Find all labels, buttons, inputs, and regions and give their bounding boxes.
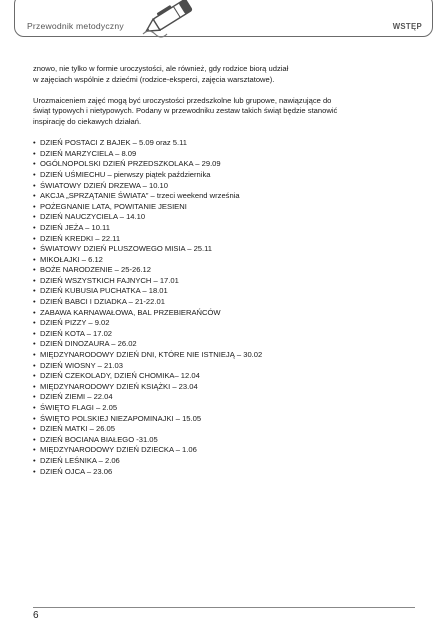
- event-label: DZIEŃ MATKI – 26.05: [40, 424, 115, 434]
- event-list-item: [33, 138, 415, 149]
- event-list-item: [33, 159, 415, 170]
- bullet-icon: •: [33, 180, 36, 190]
- paragraph-line: w zajęciach wspólnie z dziećmi (rodzice-eksperci, zajęcia warsztatowe).: [33, 74, 275, 84]
- event-label: MIĘDZYNARODOWY DZIEŃ DZIECKA – 1.06: [40, 445, 197, 455]
- bullet-icon: •: [33, 328, 36, 338]
- page-header: [14, 0, 433, 37]
- event-label: DZIEŃ JEŻA – 10.11: [40, 222, 110, 232]
- bullet-icon: •: [33, 455, 36, 465]
- event-label: ŚWIATOWY DZIEŃ DRZEWA – 10.10: [40, 180, 168, 190]
- event-label: DZIEŃ LEŚNIKA – 2.06: [40, 455, 120, 465]
- event-list-item: [33, 276, 415, 287]
- bullet-icon: •: [33, 339, 36, 349]
- event-list-item: [33, 350, 415, 361]
- bullet-icon: •: [33, 233, 36, 243]
- event-list-item: [33, 149, 415, 160]
- event-list-item: [33, 265, 415, 276]
- event-list-item: [33, 202, 415, 213]
- event-label: DZIEŃ NAUCZYCIELA – 14.10: [40, 212, 146, 222]
- event-list-item: [33, 371, 415, 382]
- event-label: ZABAWA KARNAWAŁOWA, BAL PRZEBIERAŃCÓW: [40, 307, 221, 317]
- event-list-item: [33, 308, 415, 319]
- event-label: DZIEŃ BOCIANA BIAŁEGO -31.05: [40, 434, 158, 444]
- event-list-item: [33, 255, 415, 266]
- event-list-item: [33, 234, 415, 245]
- header-title: Przewodnik metodyczny: [27, 21, 124, 31]
- events-list: [33, 138, 415, 477]
- event-label: DZIEŃ PIZZY – 9.02: [40, 318, 110, 328]
- footer-divider: [33, 607, 415, 608]
- event-label: DZIEŃ CZEKOLADY, DZIEŃ CHOMIKA– 12.04: [40, 371, 200, 381]
- paragraph-inspiration: [33, 96, 415, 128]
- event-list-item: [33, 467, 415, 478]
- event-label: AKCJA „SPRZĄTANIE ŚWIATA” – trzeci weekend września: [40, 191, 240, 201]
- event-list-item: [33, 329, 415, 340]
- page-number: 6: [33, 610, 39, 621]
- event-label: DZIEŃ UŚMIECHU – pierwszy piątek października: [40, 169, 211, 179]
- bullet-icon: •: [33, 318, 36, 328]
- bullet-icon: •: [33, 286, 36, 296]
- event-label: ŚWIĘTO POLSKIEJ NIEZAPOMINAJKI – 15.05: [40, 413, 202, 423]
- event-label: DZIEŃ BABCI I DZIADKA – 21-22.01: [40, 297, 165, 307]
- bullet-icon: •: [33, 424, 36, 434]
- event-list-item: [33, 403, 415, 414]
- event-label: DZIEŃ DINOZAURA – 26.02: [40, 339, 137, 349]
- event-label: OGÓLNOPOLSKI DZIEŃ PRZEDSZKOLAKA – 29.09: [40, 159, 221, 169]
- bullet-icon: •: [33, 381, 36, 391]
- paragraph-intro: [33, 64, 415, 85]
- event-list-item: [33, 286, 415, 297]
- event-label: DZIEŃ ZIEMI – 22.04: [40, 392, 113, 402]
- event-list-item: [33, 318, 415, 329]
- bullet-icon: •: [33, 254, 36, 264]
- pen-icon: [135, 0, 205, 42]
- event-list-item: [33, 244, 415, 255]
- header-section-label: WSTĘP: [392, 22, 422, 31]
- bullet-icon: •: [33, 169, 36, 179]
- event-list-item: [33, 435, 415, 446]
- event-label: DZIEŃ WIOSNY – 21.03: [40, 360, 123, 370]
- event-label: DZIEŃ WSZYSTKICH FAJNYCH – 17.01: [40, 275, 179, 285]
- event-list-item: [33, 170, 415, 181]
- event-label: BOŻE NARODZENIE – 25-26.12: [40, 265, 151, 275]
- event-list-item: [33, 445, 415, 456]
- bullet-icon: •: [33, 307, 36, 317]
- event-list-item: [33, 297, 415, 308]
- event-label: DZIEŃ KREDKI – 22.11: [40, 233, 121, 243]
- event-label: DZIEŃ OJCA – 23.06: [40, 466, 113, 476]
- event-list-item: [33, 361, 415, 372]
- bullet-icon: •: [33, 297, 36, 307]
- event-label: MIĘDZYNARODOWY DZIEŃ KSIĄŻKI – 23.04: [40, 381, 198, 391]
- event-list-item: [33, 392, 415, 403]
- bullet-icon: •: [33, 212, 36, 222]
- event-label: ŚWIATOWY DZIEŃ PLUSZOWEGO MISIA – 25.11: [40, 244, 213, 254]
- bullet-icon: •: [33, 201, 36, 211]
- bullet-icon: •: [33, 413, 36, 423]
- bullet-icon: •: [33, 445, 36, 455]
- event-label: MIKOŁAJKI – 6.12: [40, 254, 103, 264]
- bullet-icon: •: [33, 403, 36, 412]
- bullet-icon: •: [33, 222, 36, 232]
- bullet-icon: •: [33, 244, 36, 254]
- bullet-icon: •: [33, 360, 36, 370]
- bullet-icon: •: [33, 371, 36, 381]
- bullet-icon: •: [33, 350, 36, 360]
- event-label: DZIEŃ MARZYCIELA – 8.09: [40, 148, 137, 158]
- paragraph-line: inspirację do ciekawych działań.: [33, 116, 142, 126]
- event-list-item: [33, 382, 415, 393]
- event-label: POŻEGNANIE LATA, POWITANIE JESIENI: [40, 201, 187, 211]
- bullet-icon: •: [33, 466, 36, 476]
- event-list-item: [33, 414, 415, 425]
- bullet-icon: •: [33, 434, 36, 444]
- bullet-icon: •: [33, 138, 36, 148]
- event-list-item: [33, 339, 415, 350]
- event-label: DZIEŃ KOTA – 17.02: [40, 328, 113, 338]
- event-label: DZIEŃ KUBUSIA PUCHATKA – 18.01: [40, 286, 168, 296]
- bullet-icon: •: [33, 392, 36, 402]
- page-content: [33, 64, 415, 477]
- event-label: ŚWIĘTO FLAGI – 2.05: [40, 403, 118, 412]
- paragraph-line: znowo, nie tylko w formie uroczystości, ale również, gdy rodzice biorą udział: [33, 64, 289, 73]
- event-label: MIĘDZYNARODOWY DZIEŃ DNI, KTÓRE NIE ISTNIEJĄ – 30.02: [40, 350, 263, 360]
- event-list-item: [33, 181, 415, 192]
- bullet-icon: •: [33, 191, 36, 201]
- bullet-icon: •: [33, 159, 36, 169]
- event-list-item: [33, 212, 415, 223]
- bullet-icon: •: [33, 265, 36, 275]
- bullet-icon: •: [33, 275, 36, 285]
- event-list-item: [33, 424, 415, 435]
- paragraph-line: świąt typowych i nietypowych. Podany w przewodniku zestaw takich świąt będzie stanowić: [33, 106, 338, 116]
- event-label: DZIEŃ POSTACI Z BAJEK – 5.09 oraz 5.11: [40, 138, 188, 148]
- paragraph-line: Urozmaiceniem zajęć mogą być uroczystości przedszkolne lub grupowe, nawiązujące do: [33, 95, 332, 105]
- event-list-item: [33, 456, 415, 467]
- bullet-icon: •: [33, 148, 36, 158]
- event-list-item: [33, 191, 415, 202]
- event-list-item: [33, 223, 415, 234]
